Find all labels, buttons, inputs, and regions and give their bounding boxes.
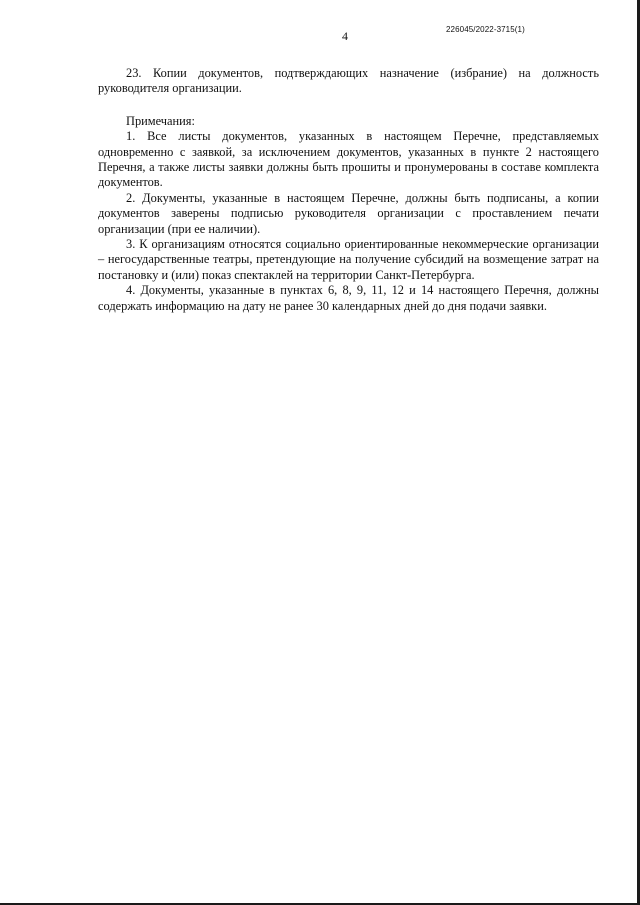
note-2-paragraph: 2. Документы, указанные в настоящем Перечне, должны быть подписаны, а копии документов заверены подписью руководителя организации с проставлением печати организации (при ее наличии). <box>98 190 599 236</box>
notes-heading: Примечания: <box>126 113 195 128</box>
page-number: 4 <box>342 29 348 43</box>
note-4-paragraph: 4. Документы, указанные в пунктах 6, 8, 9, 11, 12 и 14 настоящего Перечня, должны содержать информацию на дату не ранее 30 календарных дней до дня подачи заявки. <box>98 283 599 313</box>
note-3-paragraph: 3. К организациям относятся социально ориентированные некоммерческие организации – негосударственные театры, претендующие на получение субсидий на возмещение затрат на постановку и (или) показ спектаклей на территории Санкт-Петербурга. <box>98 237 599 282</box>
item-23-paragraph: 23. Копии документов, подтверждающих назначение (избрание) на должность руководителя организации. <box>98 66 599 96</box>
document-id: 226045/2022-3715(1) <box>446 25 525 34</box>
note-1-paragraph: 1. Все листы документов, указанных в настоящем Перечне, представляемых одновременно с заявкой, за исключением документов, указанных в пункте 2 настоящего Перечня, а также листы заявки должны быть прошиты и пронумерованы в составе комплекта документов. <box>98 129 599 190</box>
document-body <box>98 66 599 314</box>
